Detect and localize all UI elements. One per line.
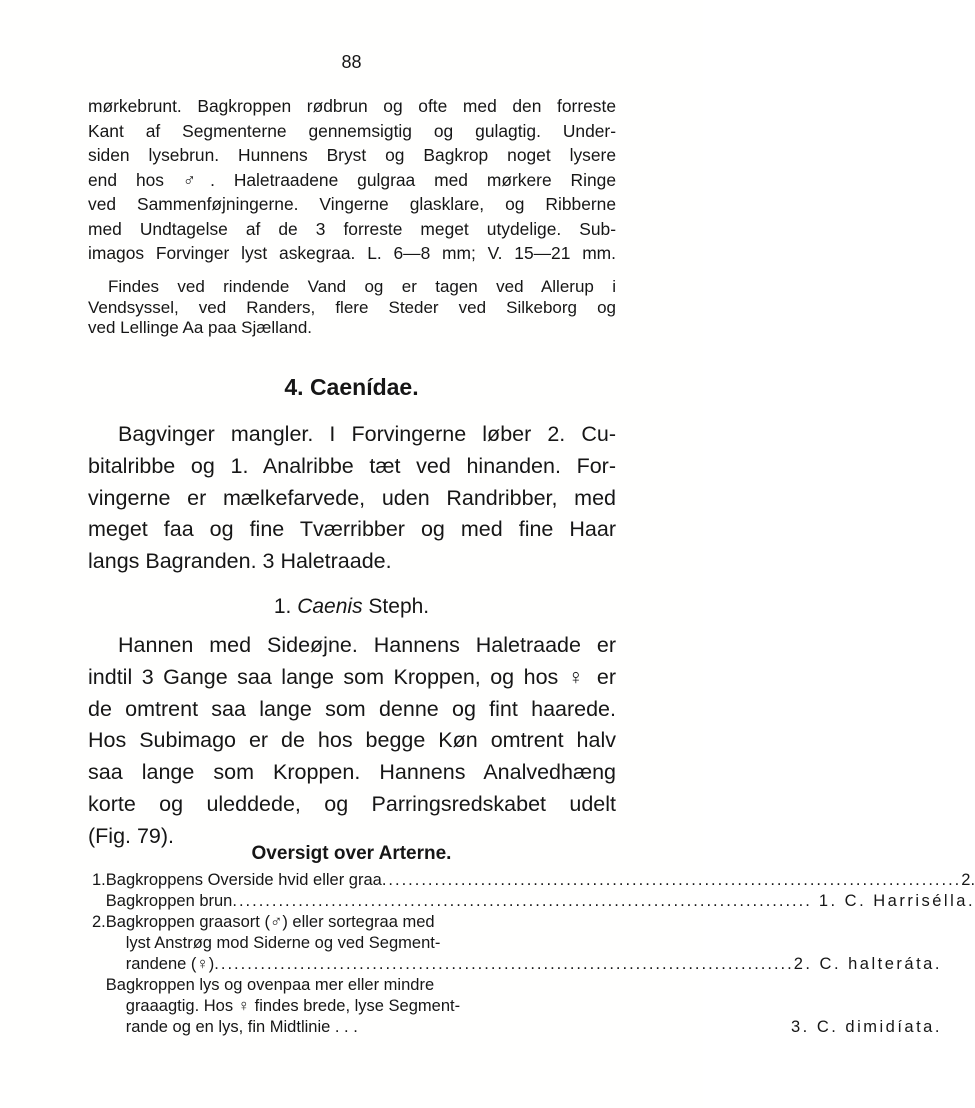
page-number: 88 — [341, 52, 362, 72]
key-result: 3. C. dimidíata. — [790, 1018, 942, 1036]
text-line: indtil 3 Gange saa lange som Kroppen, og hos ♀ er — [88, 664, 616, 689]
family-heading: 4. Caenídae. — [284, 374, 419, 400]
key-result: 2. — [961, 871, 975, 889]
text-line: meget faa og fine Tværribber og med fine Haar — [88, 517, 616, 542]
text-line: end hos ♂. Haletraadene gulgraa med mørkere Ringe — [88, 169, 616, 190]
family-description — [88, 419, 616, 578]
key-text: graaagtig. Hos ♀ findes brede, lyse Segment- — [125, 997, 461, 1015]
text-line: Kant af Segmenterne gennemsigtig og gulagtig. Under- — [88, 120, 616, 141]
couplet-number: 2. — [92, 913, 106, 931]
text-line: saa lange som Kroppen. Hannens Analvedhæng — [88, 760, 616, 785]
leader-dots — [214, 954, 793, 975]
key-couplet — [92, 912, 942, 1038]
text-line: ved Lellinge Aa paa Sjælland. — [88, 318, 312, 337]
text-line: mørkebrunt. Bagkroppen rødbrun og ofte med den forreste — [88, 96, 616, 116]
text-line: de omtrent saa lange som denne og fint haarede. — [88, 696, 616, 721]
text-line: bitalribbe og 1. Analribbe tæt ved hinanden. For- — [88, 453, 616, 478]
genus-author: Steph. — [368, 595, 430, 618]
text-line: Hannen med Sideøjne. Hannens Haletraade er — [118, 633, 616, 657]
text-line: med Undtagelse af de 3 forreste meget utydelige. Sub- — [88, 218, 616, 239]
key-text: rande og en lys, fin Midtlinie . . . — [125, 1018, 358, 1036]
text-line: siden lysebrun. Hunnens Bryst og Bagkrop noget lysere — [88, 145, 616, 165]
leader-dots — [232, 891, 818, 912]
genus-description — [88, 630, 616, 853]
text-line: vingerne er mælkefarvede, uden Randribber, med — [88, 485, 616, 510]
key-text: randene (♀) — [125, 955, 215, 973]
key-result: 1. C. Harrisélla. — [818, 892, 975, 910]
key-text: Bagkroppen graasort (♂) eller sortegraa med — [105, 913, 435, 931]
text-line: Hos Subimago er de hos begge Køn omtrent halv — [88, 728, 616, 753]
genus-heading — [0, 595, 703, 619]
key-heading: Oversigt over Arterne. — [251, 843, 452, 864]
top-paragraph — [88, 94, 616, 266]
text-line: (Fig. 79). — [88, 823, 175, 848]
key-text: Bagkroppens Overside hvid eller graa — [105, 871, 382, 889]
key-couplet — [92, 870, 975, 912]
key-text: Bagkroppen lys og ovenpaa mer eller mindre — [105, 976, 435, 994]
genus-name: Caenis — [297, 595, 363, 618]
species-key — [92, 870, 975, 1038]
key-result: 2. C. halteráta. — [793, 955, 942, 973]
text-line: imagos Forvinger lyst askegraa. L. 6—8 mm; V. 15—21 mm. — [88, 243, 616, 263]
genus-number: 1. — [273, 595, 292, 618]
couplet-number: 1. — [92, 871, 106, 889]
text-line: langs Bagranden. 3 Haletraade. — [88, 549, 392, 574]
key-text: Bagkroppen brun — [105, 892, 233, 910]
leader-dots — [382, 870, 961, 891]
text-line: Vendsyssel, ved Randers, flere Steder ved Silkeborg og — [88, 297, 616, 317]
text-line: Bagvinger mangler. I Forvingerne løber 2. Cu- — [118, 422, 616, 446]
locality-paragraph — [88, 277, 616, 339]
key-text: lyst Anstrøg mod Siderne og ved Segment- — [125, 934, 441, 952]
text-line: Findes ved rindende Vand og er tagen ved Allerup i — [108, 277, 616, 296]
text-line: korte og uleddede, og Parringsredskabet udelt — [88, 791, 616, 816]
text-line: ved Sammenføjningerne. Vingerne glasklare, og Ribberne — [88, 194, 616, 214]
